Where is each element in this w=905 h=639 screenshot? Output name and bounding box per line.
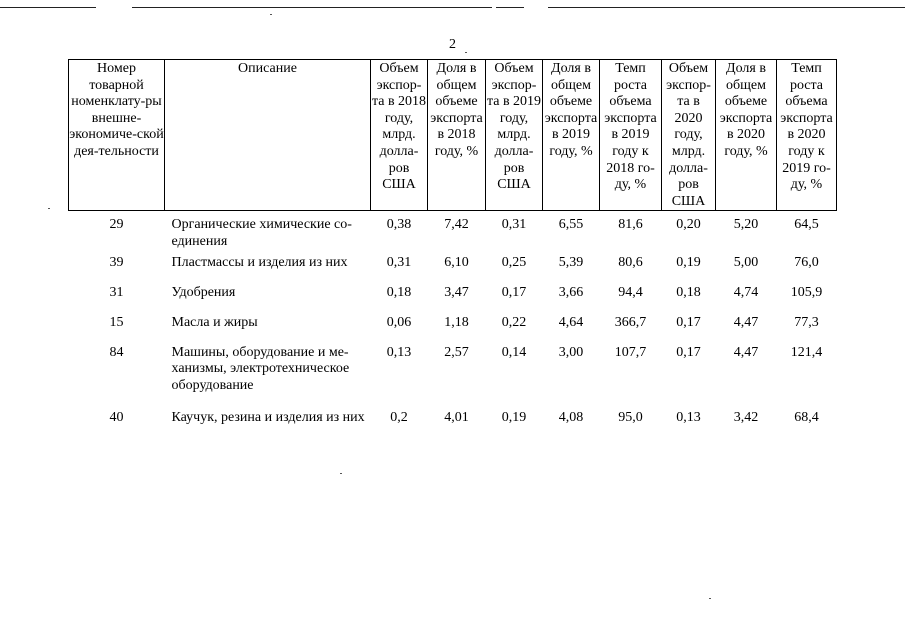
cell-code: 31 xyxy=(109,284,124,300)
cell-volume-2018: 0,38 xyxy=(386,217,412,233)
cell-description: Органические химические со-единения xyxy=(171,217,352,249)
cell-description: Удобрения xyxy=(171,284,236,300)
table-row xyxy=(69,407,837,447)
scan-line xyxy=(132,7,492,8)
cell-code: 40 xyxy=(109,409,124,425)
cell-growth-2020: 105,9 xyxy=(790,284,823,300)
header-share-2018: Доля в общем объеме экспорта в 2018 году, % xyxy=(428,60,486,211)
cell-growth-2019: 94,4 xyxy=(618,284,643,300)
table-row xyxy=(69,252,837,282)
header-description: Описание xyxy=(165,60,371,211)
cell-growth-2020: 68,4 xyxy=(794,409,819,425)
table-row xyxy=(69,312,837,342)
header-growth-2020: Темп роста объема экспорта в 2020 году к 2019 го-ду, % xyxy=(777,60,837,211)
cell-code: 84 xyxy=(109,344,124,360)
cell-growth-2019: 80,6 xyxy=(618,254,643,270)
cell-growth-2020: 64,5 xyxy=(794,217,819,233)
cell-growth-2020: 77,3 xyxy=(794,314,819,330)
cell-share-2020: 4,47 xyxy=(733,344,759,360)
cell-share-2018: 3,47 xyxy=(444,284,469,300)
page-number: 2 xyxy=(449,37,456,52)
header-code: Номер товарной номенклату-ры внешне-экономиче-ской дея-тельности xyxy=(69,60,165,211)
header-volume-2019: Объем экспор-та в 2019 году, млрд. долла-ров США xyxy=(486,60,543,211)
scan-speck xyxy=(709,598,711,599)
cell-volume-2019: 0,14 xyxy=(501,344,527,360)
header-growth-2019: Темп роста объема экспорта в 2019 году к 2018 го-ду, % xyxy=(600,60,662,211)
cell-share-2019: 3,00 xyxy=(558,344,584,360)
cell-description: Машины, оборудование и ме-ханизмы, электротехническое оборудование xyxy=(171,344,350,394)
cell-volume-2019: 0,31 xyxy=(501,217,527,233)
cell-share-2019: 6,55 xyxy=(558,217,584,233)
cell-share-2018: 4,01 xyxy=(444,409,469,425)
cell-share-2020: 4,47 xyxy=(733,314,759,330)
cell-volume-2018: 0,06 xyxy=(386,314,412,330)
cell-share-2020: 3,42 xyxy=(733,409,759,425)
cell-code: 29 xyxy=(109,217,124,233)
cell-growth-2019: 81,6 xyxy=(618,217,643,233)
cell-share-2020: 4,74 xyxy=(733,284,759,300)
cell-volume-2020: 0,19 xyxy=(676,254,701,270)
scan-line xyxy=(0,7,96,8)
header-share-2019: Доля в общем объеме экспорта в 2019 году, % xyxy=(543,60,600,211)
header-volume-2018: Объем экспор-та в 2018 году, млрд. долла-ров США xyxy=(371,60,428,211)
cell-volume-2019: 0,25 xyxy=(501,254,527,270)
header-volume-2020: Объем экспор-та в 2020 году, млрд. долла-ров США xyxy=(662,60,716,211)
table-row xyxy=(69,342,837,407)
cell-growth-2019: 366,7 xyxy=(614,314,647,330)
cell-growth-2020: 121,4 xyxy=(790,344,823,360)
scan-line xyxy=(548,7,905,8)
cell-description: Каучук, резина и изделия из них xyxy=(171,409,365,425)
cell-share-2018: 6,10 xyxy=(444,254,469,270)
cell-volume-2018: 0,2 xyxy=(390,409,408,425)
cell-share-2018: 7,42 xyxy=(444,217,469,233)
cell-volume-2020: 0,20 xyxy=(676,217,701,233)
table-row xyxy=(69,282,837,312)
cell-volume-2020: 0,17 xyxy=(676,344,701,360)
scan-speck xyxy=(340,473,342,474)
cell-share-2019: 3,66 xyxy=(558,284,584,300)
cell-description: Масла и жиры xyxy=(171,314,258,330)
header-share-2020: Доля в общем объеме экспорта в 2020 году, % xyxy=(716,60,777,211)
cell-volume-2018: 0,13 xyxy=(386,344,412,360)
cell-share-2018: 2,57 xyxy=(444,344,469,360)
cell-description: Пластмассы и изделия из них xyxy=(171,254,348,270)
scan-line xyxy=(496,7,524,8)
cell-code: 15 xyxy=(109,314,124,330)
table-row xyxy=(69,211,837,252)
cell-share-2019: 5,39 xyxy=(558,254,584,270)
cell-volume-2020: 0,17 xyxy=(676,314,701,330)
export-table xyxy=(68,59,837,447)
cell-volume-2019: 0,19 xyxy=(501,409,527,425)
cell-share-2020: 5,20 xyxy=(733,217,759,233)
scan-speck xyxy=(270,14,272,15)
cell-volume-2020: 0,18 xyxy=(676,284,701,300)
cell-growth-2020: 76,0 xyxy=(794,254,819,270)
cell-code: 39 xyxy=(109,254,124,270)
cell-volume-2018: 0,18 xyxy=(386,284,412,300)
header-row xyxy=(69,60,837,211)
cell-volume-2019: 0,17 xyxy=(501,284,527,300)
cell-share-2019: 4,08 xyxy=(558,409,584,425)
cell-growth-2019: 107,7 xyxy=(614,344,647,360)
cell-volume-2018: 0,31 xyxy=(386,254,412,270)
scan-speck xyxy=(48,208,50,209)
cell-share-2020: 5,00 xyxy=(733,254,759,270)
cell-volume-2020: 0,13 xyxy=(676,409,701,425)
cell-share-2018: 1,18 xyxy=(444,314,469,330)
cell-volume-2019: 0,22 xyxy=(501,314,527,330)
cell-share-2019: 4,64 xyxy=(558,314,584,330)
cell-growth-2019: 95,0 xyxy=(618,409,643,425)
